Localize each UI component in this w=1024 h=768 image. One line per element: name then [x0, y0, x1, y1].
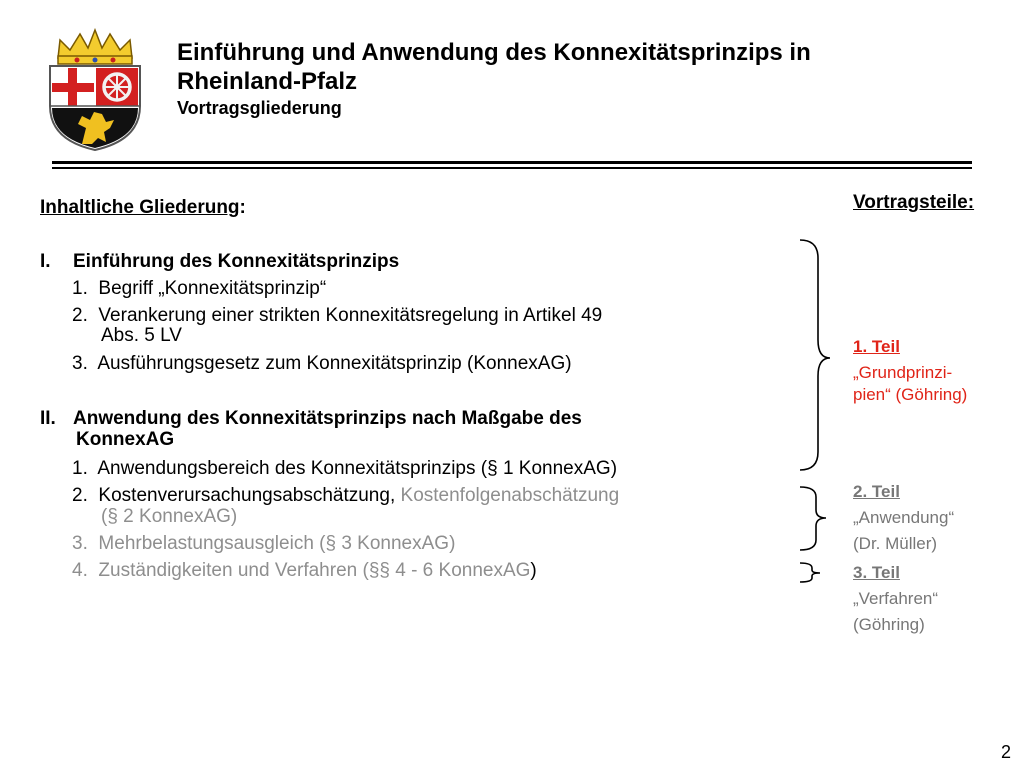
divider-line	[52, 167, 972, 169]
part-2-label: 2. Teil „Anwendung“ (Dr. Müller)	[853, 482, 955, 553]
list-item: 2. Verankerung einer strikten Konnexitätsregelung in Artikel 49	[72, 305, 603, 326]
section-numeral: I.	[40, 251, 51, 272]
title-line-2: Rheinland-Pfalz	[177, 68, 358, 95]
slide-title	[177, 38, 937, 119]
title-line-1: Einführung und Anwendung des Konnexitätsprinzips in	[177, 39, 811, 66]
list-item: 2. Kostenverursachungsabschätzung, Kostenfolgenabschätzung	[72, 485, 620, 506]
list-item: 4. Zuständigkeiten und Verfahren (§§ 4 - 6 KonnexAG)	[72, 560, 537, 581]
slide-subtitle: Vortragsgliederung	[177, 98, 342, 118]
list-item-continuation: (§ 2 KonnexAG)	[101, 506, 238, 527]
list-item: 1. Begriff „Konnexitätsprinzip“	[72, 278, 327, 299]
section-title-continuation: KonnexAG	[76, 429, 175, 450]
list-item-continuation: Abs. 5 LV	[101, 325, 182, 346]
list-item: 3. Mehrbelastungsausgleich (§ 3 KonnexAG)	[72, 533, 456, 554]
bracket-part-2	[800, 487, 826, 550]
section-title: Anwendung des Konnexitätsprinzips nach Maßgabe des	[73, 408, 582, 429]
coat-of-arms-logo	[44, 28, 146, 152]
part-1-label: 1. Teil „Grundprinzi- pien“ (Göhring)	[853, 337, 968, 404]
list-item: 1. Anwendungsbereich des Konnexitätsprinzips (§ 1 KonnexAG)	[72, 458, 618, 479]
divider-line	[52, 161, 972, 164]
parts-heading: Vortragsteile:	[853, 192, 975, 213]
bracket-part-3	[800, 563, 820, 582]
outline-heading: Inhaltliche Gliederung:	[40, 197, 246, 218]
bracket-part-1	[800, 240, 830, 470]
section-numeral: II.	[40, 408, 56, 429]
section-title: Einführung des Konnexitätsprinzips	[73, 251, 400, 272]
list-item: 3. Ausführungsgesetz zum Konnexitätsprinzip (KonnexAG)	[72, 353, 572, 374]
curly-brackets	[790, 230, 840, 590]
page-number: 2	[1001, 742, 1012, 762]
part-3-label: 3. Teil „Verfahren“ (Göhring)	[853, 563, 939, 634]
